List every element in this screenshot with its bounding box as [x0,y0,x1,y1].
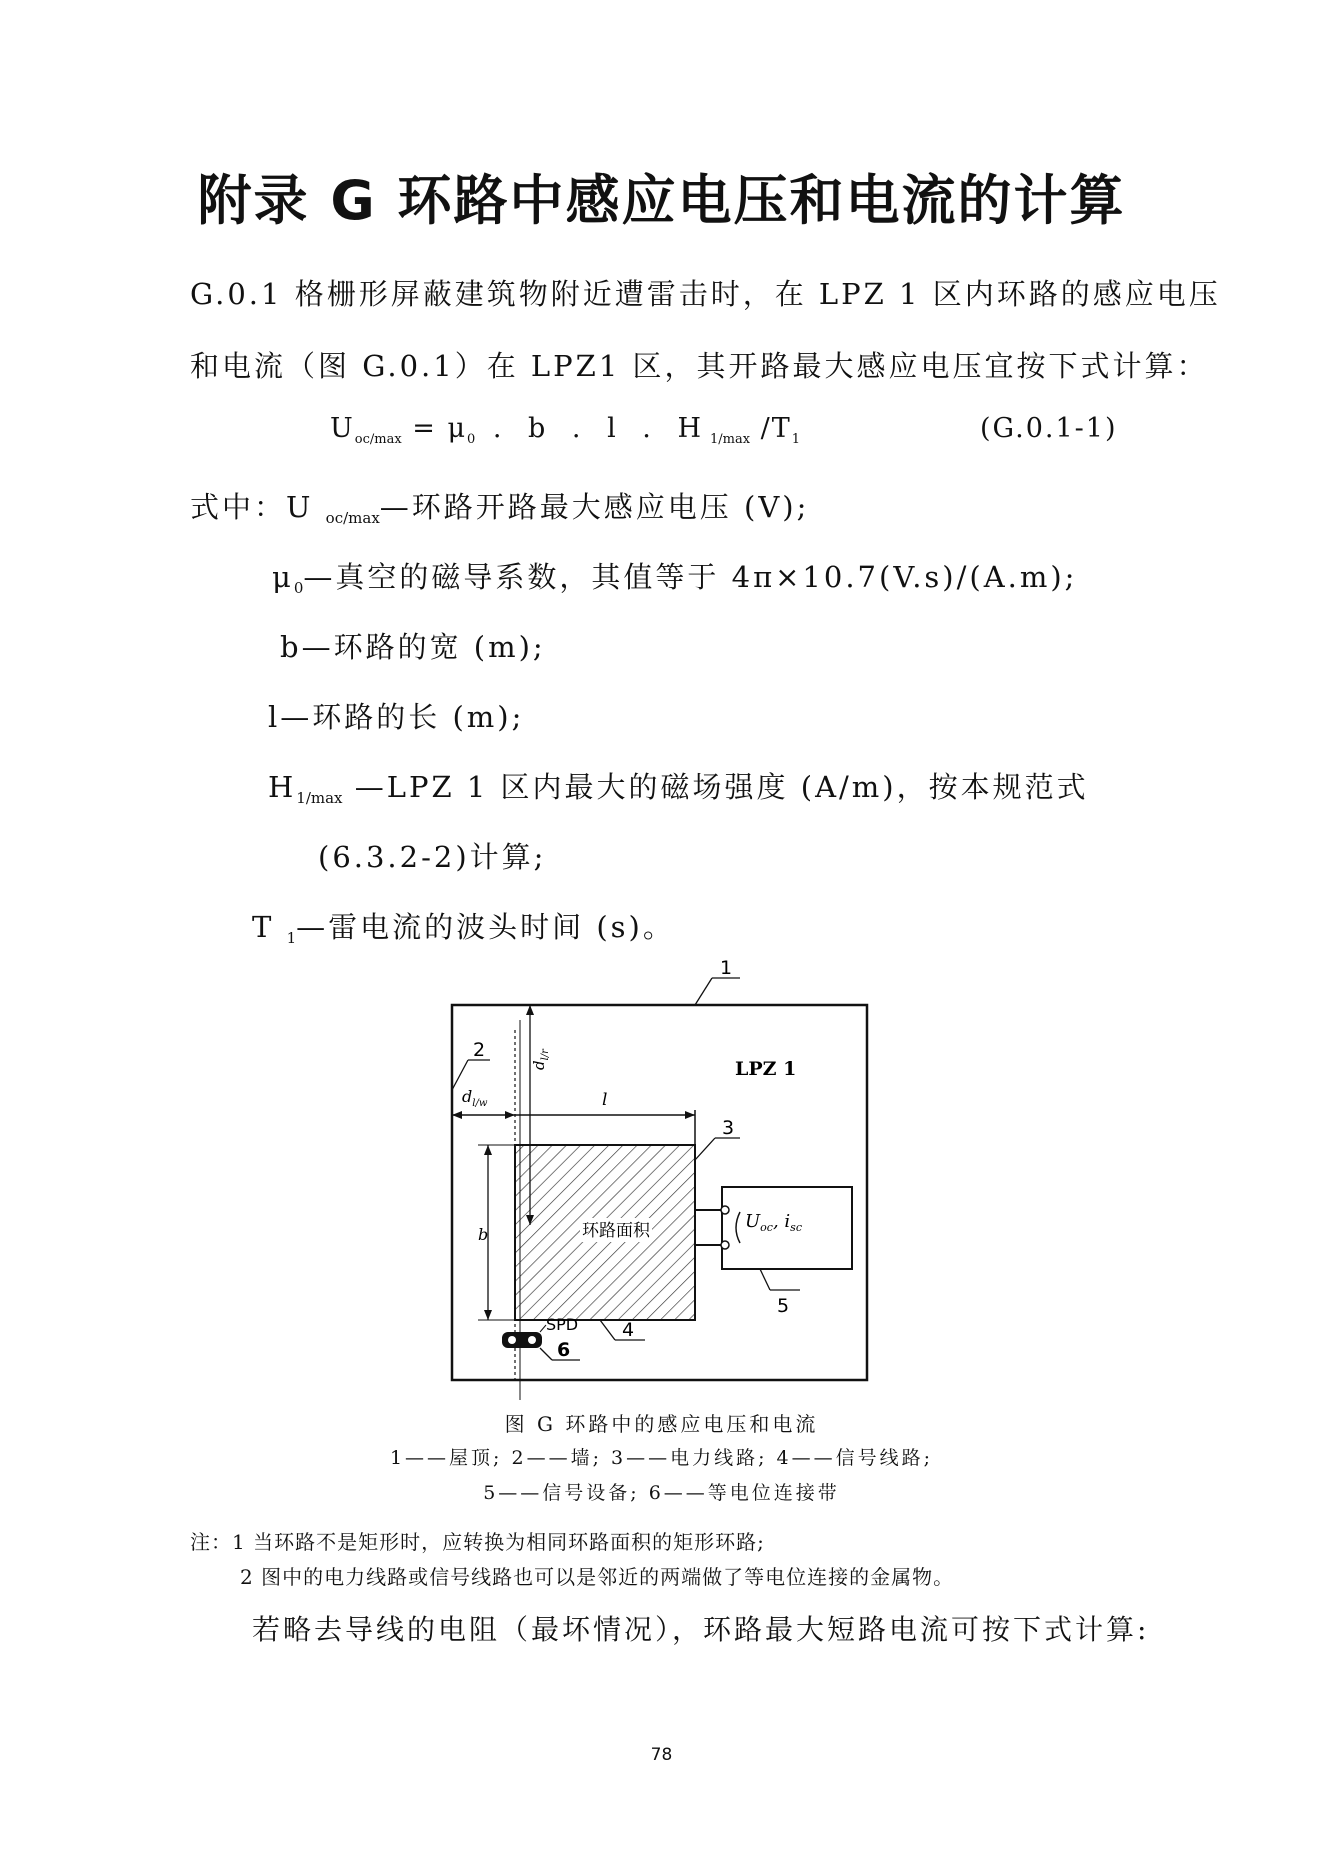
page-title: 附录 G 环路中感应电压和电流的计算 [197,169,1126,232]
def-mu [272,555,1077,597]
bonding-terminal-left [508,1336,516,1344]
def-uoc-sub: oc/max [325,509,380,527]
para2: 若略去导线的电阻（最坏情况），环路最大短路电流可按下式计算: [252,1613,1150,1646]
dist-roof-label: $d_{l/r}$ [530,1049,551,1070]
dim-roof-arrow-top [526,1005,534,1015]
formula-mu: μ [447,413,468,444]
def-b: b—环路的宽 (m); [280,630,546,664]
terminal-top [721,1206,729,1214]
voltage-arc [736,1212,740,1243]
bonding-terminal-right [528,1336,536,1344]
def-h-text: —LPZ 1 区内最大的磁场强度 (A/m)，按本规范式 [342,770,1089,804]
def-h [268,765,1089,807]
dim-wall-arrow-right [505,1111,515,1119]
def-t [252,905,675,947]
formula-mid: . b . l . H [475,413,711,444]
callout-6-leader [540,1348,552,1360]
dim-width-arrow-bottom [484,1310,492,1320]
formula-h-sub: 1/max [710,432,751,447]
formula-mu-sub: 0 [467,432,476,447]
def-t-symbol: T [252,910,287,944]
callout-1: 1 [720,960,733,979]
loop-induction-figure [440,960,910,1400]
figure-legend-1: 1——屋顶; 2——墙; 3——电力线路; 4——信号线路; [389,1447,934,1469]
dim-width-arrow-top [484,1145,492,1155]
def-l: l—环路的长 (m); [268,700,525,734]
formula-tail: /T [750,413,792,444]
def-uoc-symbol: 式中：U [190,490,326,524]
def-uoc-text: —环路开路最大感应电压 (V); [379,490,810,524]
callout-4-leader [600,1320,615,1340]
loop-area-label: 环路面积 [582,1221,650,1241]
def-uoc [190,485,809,527]
def-h-symbol: H [268,770,297,804]
callout-3-leader [695,1138,715,1160]
def-h-ref: (6.3.2-2)计算; [318,840,547,874]
formula-t-sub: 1 [791,432,801,447]
callout-5: 5 [777,1295,790,1317]
formula-lhs: U [330,413,355,444]
callout-2: 2 [473,1039,486,1061]
callout-5-leader [760,1269,770,1290]
def-t-sub: 1 [286,929,297,947]
formula-g-0-1-1 [330,413,800,447]
device-label: $U_{oc}$, $i_{sc}$ [745,1211,802,1234]
def-mu-symbol: μ [272,560,294,594]
dist-wall-label: $d_{l/w}$ [462,1087,488,1109]
terminal-bottom [721,1241,729,1249]
note-2: 2 图中的电力线路或信号线路也可以是邻近的两端做了等电位连接的金属物。 [240,1565,955,1589]
lpz-label: LPZ 1 [735,1058,797,1080]
def-mu-sub: 0 [293,579,304,597]
callout-1-leader [695,978,712,1005]
width-label: b [478,1225,489,1244]
formula-lhs-sub: oc/max [354,432,402,447]
para1-line2: 和电流（图 G.0.1）在 LPZ1 区，其开路最大感应电压宜按下式计算： [190,349,1209,383]
callout-4: 4 [622,1319,635,1341]
figure-caption-title: 图 G 环路中的感应电压和电流 [504,1412,819,1436]
formula-eq: = [401,413,448,444]
callout-2-leader [452,1060,468,1090]
spd-label: SPD [546,1315,579,1334]
dim-wall-arrow-left [452,1111,462,1119]
callout-6: 6 [557,1339,571,1361]
dim-length-arrow [685,1111,695,1119]
callout-3: 3 [722,1117,735,1139]
formula-number: (G.0.1-1) [980,413,1118,444]
def-h-sub: 1/max [296,789,343,807]
page-number: 78 [650,1745,673,1765]
note-1: 注：1 当环路不是矩形时，应转换为相同环路面积的矩形环路; [190,1530,765,1554]
length-label: l [602,1090,608,1110]
def-mu-text: —真空的磁导系数，其值等于 4π×10.7(V.s)/(A.m); [303,560,1078,594]
figure-legend-2: 5——信号设备; 6——等电位连接带 [483,1482,840,1504]
para1-line1: G.0.1 格栅形屏蔽建筑物附近遭雷击时，在 LPZ 1 区内环路的感应电压 [190,277,1221,311]
def-t-text: —雷电流的波头时间 (s)。 [296,910,675,944]
